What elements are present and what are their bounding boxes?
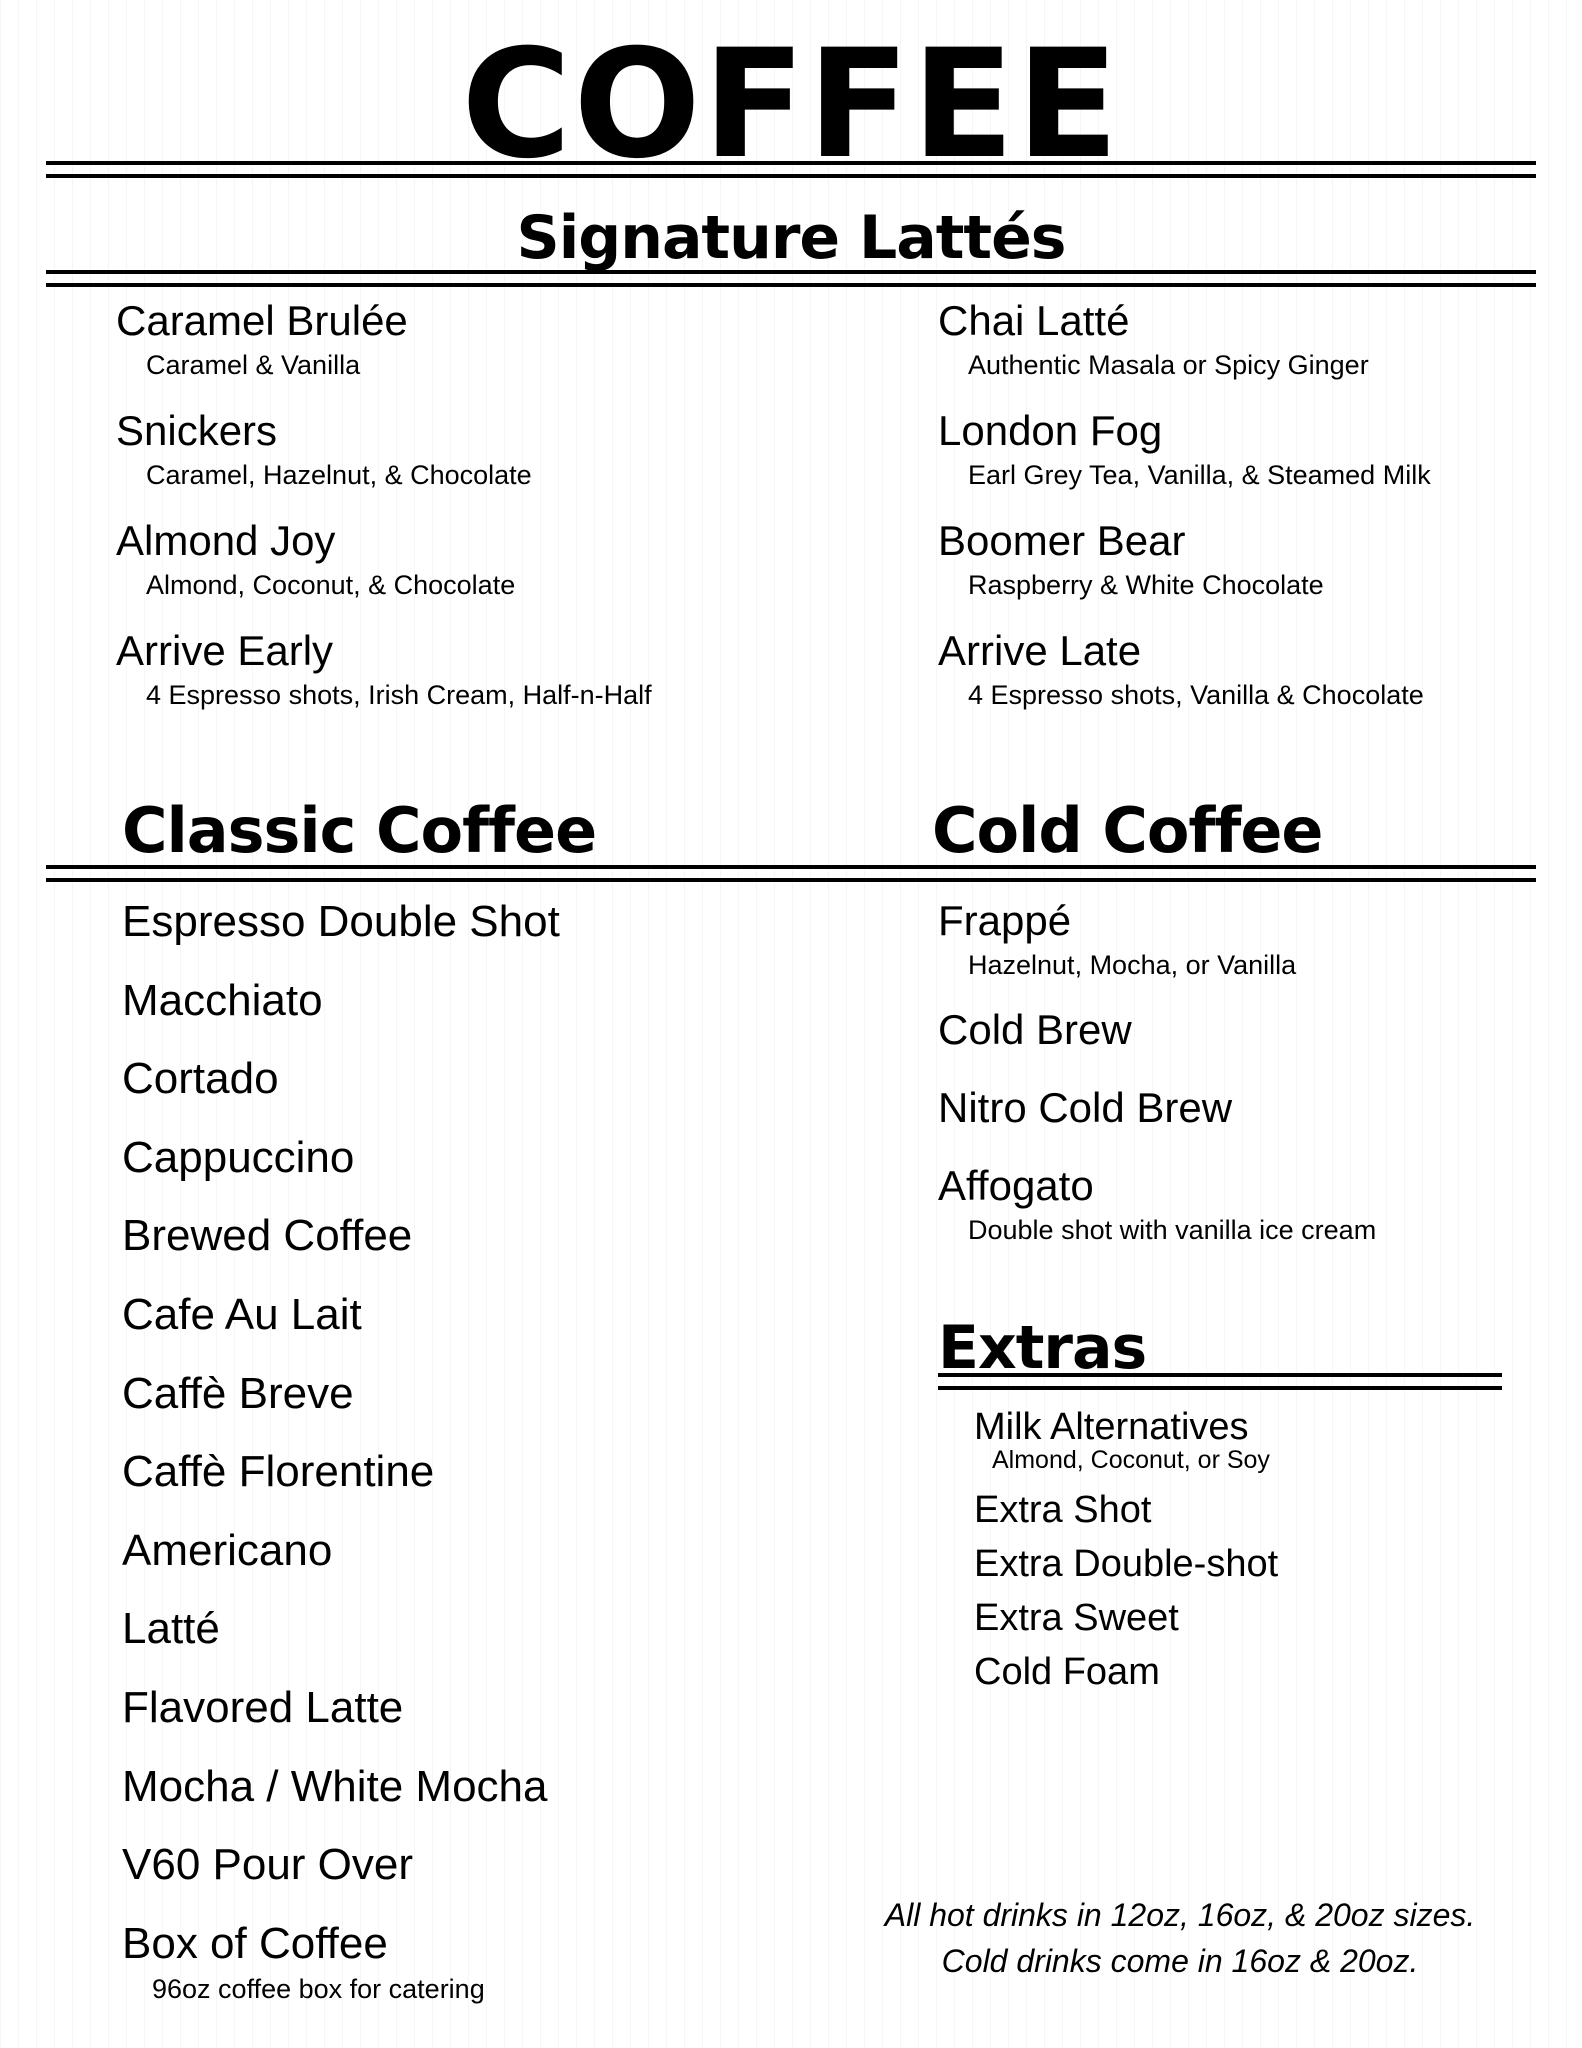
list-item: Latté <box>122 1604 220 1654</box>
item-description: Double shot with vanilla ice cream <box>968 1215 1377 1245</box>
item-description: Raspberry & White Chocolate <box>968 570 1324 600</box>
classic-list <box>122 897 560 2004</box>
list-item: V60 Pour Over <box>122 1840 414 1890</box>
item-description: Earl Grey Tea, Vanilla, & Steamed Milk <box>968 460 1431 490</box>
menu-item <box>938 627 1431 740</box>
title-divider <box>46 161 1536 178</box>
menu-item <box>938 897 1376 980</box>
item-description: Almond, Coconut, or Soy <box>992 1446 1270 1474</box>
menu-item <box>938 1162 1377 1245</box>
item-description: Almond, Coconut, & Chocolate <box>146 570 516 600</box>
item-name: Arrive Late <box>938 627 1142 674</box>
menu-item: Extra Shot <box>974 1489 1152 1531</box>
menu-item <box>938 1006 1376 1053</box>
menu-item: Extra Sweet <box>974 1597 1179 1639</box>
item-description: Caramel & Vanilla <box>146 350 361 380</box>
list-item: Brewed Coffee <box>122 1211 413 1261</box>
classic-heading: Classic Coffee <box>122 794 597 867</box>
cold-heading: Cold Coffee <box>932 794 1323 867</box>
item-description: Caramel, Hazelnut, & Chocolate <box>146 460 532 490</box>
item-name: Frappé <box>938 897 1072 944</box>
size-note-cold: Cold drinks come in 16oz & 20oz. <box>941 1943 1419 1979</box>
item-name: Milk Alternatives <box>974 1406 1249 1448</box>
item-description: Hazelnut, Mocha, or Vanilla <box>968 950 1297 980</box>
list-item: Box of Coffee <box>122 1918 388 1968</box>
item-name: London Fog <box>938 407 1163 454</box>
signature-divider <box>46 270 1536 287</box>
list-item: Espresso Double Shot <box>122 897 560 946</box>
list-item: Cafe Au Lait <box>122 1289 362 1339</box>
item-name: Boomer Bear <box>938 517 1186 564</box>
item-name: Nitro Cold Brew <box>938 1084 1233 1131</box>
item-name: Chai Latté <box>938 297 1130 344</box>
item-name: Almond Joy <box>116 517 336 564</box>
list-item: Mocha / White Mocha <box>122 1761 548 1811</box>
menu-title: COFFEE <box>461 18 1121 192</box>
menu-item <box>116 407 652 520</box>
list-item: Cappuccino <box>122 1132 355 1182</box>
list-item: Macchiato <box>122 975 323 1025</box>
item-description: 4 Espresso shots, Irish Cream, Half-n-Half <box>146 680 652 710</box>
extras-list <box>974 1408 1278 1707</box>
list-item: Cortado <box>122 1054 279 1104</box>
signature-heading: Signature Lattés <box>516 203 1066 273</box>
menu-item <box>116 517 652 630</box>
menu-item <box>938 1084 1376 1131</box>
item-description: 4 Espresso shots, Vanilla & Chocolate <box>968 680 1424 710</box>
size-note-hot: All hot drinks in 12oz, 16oz, & 20oz sizes. <box>884 1897 1476 1933</box>
list-item: Caffè Florentine <box>122 1447 435 1497</box>
item-description: 96oz coffee box for catering <box>152 1973 485 2004</box>
coffee-divider <box>46 865 1536 882</box>
item-name: Arrive Early <box>116 627 334 674</box>
menu-item: Extra Double-shot <box>974 1543 1279 1585</box>
cold-list <box>938 897 1377 1274</box>
menu-item <box>116 297 652 410</box>
signature-left-column <box>116 297 652 740</box>
item-description: Authentic Masala or Spicy Ginger <box>968 350 1369 380</box>
list-item: Caffè Breve <box>122 1368 354 1418</box>
signature-right-column <box>938 297 1431 740</box>
menu-item <box>938 297 1431 410</box>
item-name: Snickers <box>116 407 278 454</box>
menu-item <box>116 627 652 740</box>
item-name: Cold Brew <box>938 1006 1132 1053</box>
list-item: Flavored Latte <box>122 1682 404 1732</box>
extras-divider <box>938 1373 1502 1390</box>
menu-item <box>938 517 1431 630</box>
menu-item <box>938 407 1431 520</box>
menu-item <box>974 1408 1278 1473</box>
item-name: Caramel Brulée <box>116 297 408 344</box>
item-name: Affogato <box>938 1162 1094 1209</box>
list-item: Americano <box>122 1525 333 1575</box>
extras-heading: Extras <box>938 1313 1147 1383</box>
menu-item: Cold Foam <box>974 1651 1160 1693</box>
size-note <box>860 1892 1500 1984</box>
